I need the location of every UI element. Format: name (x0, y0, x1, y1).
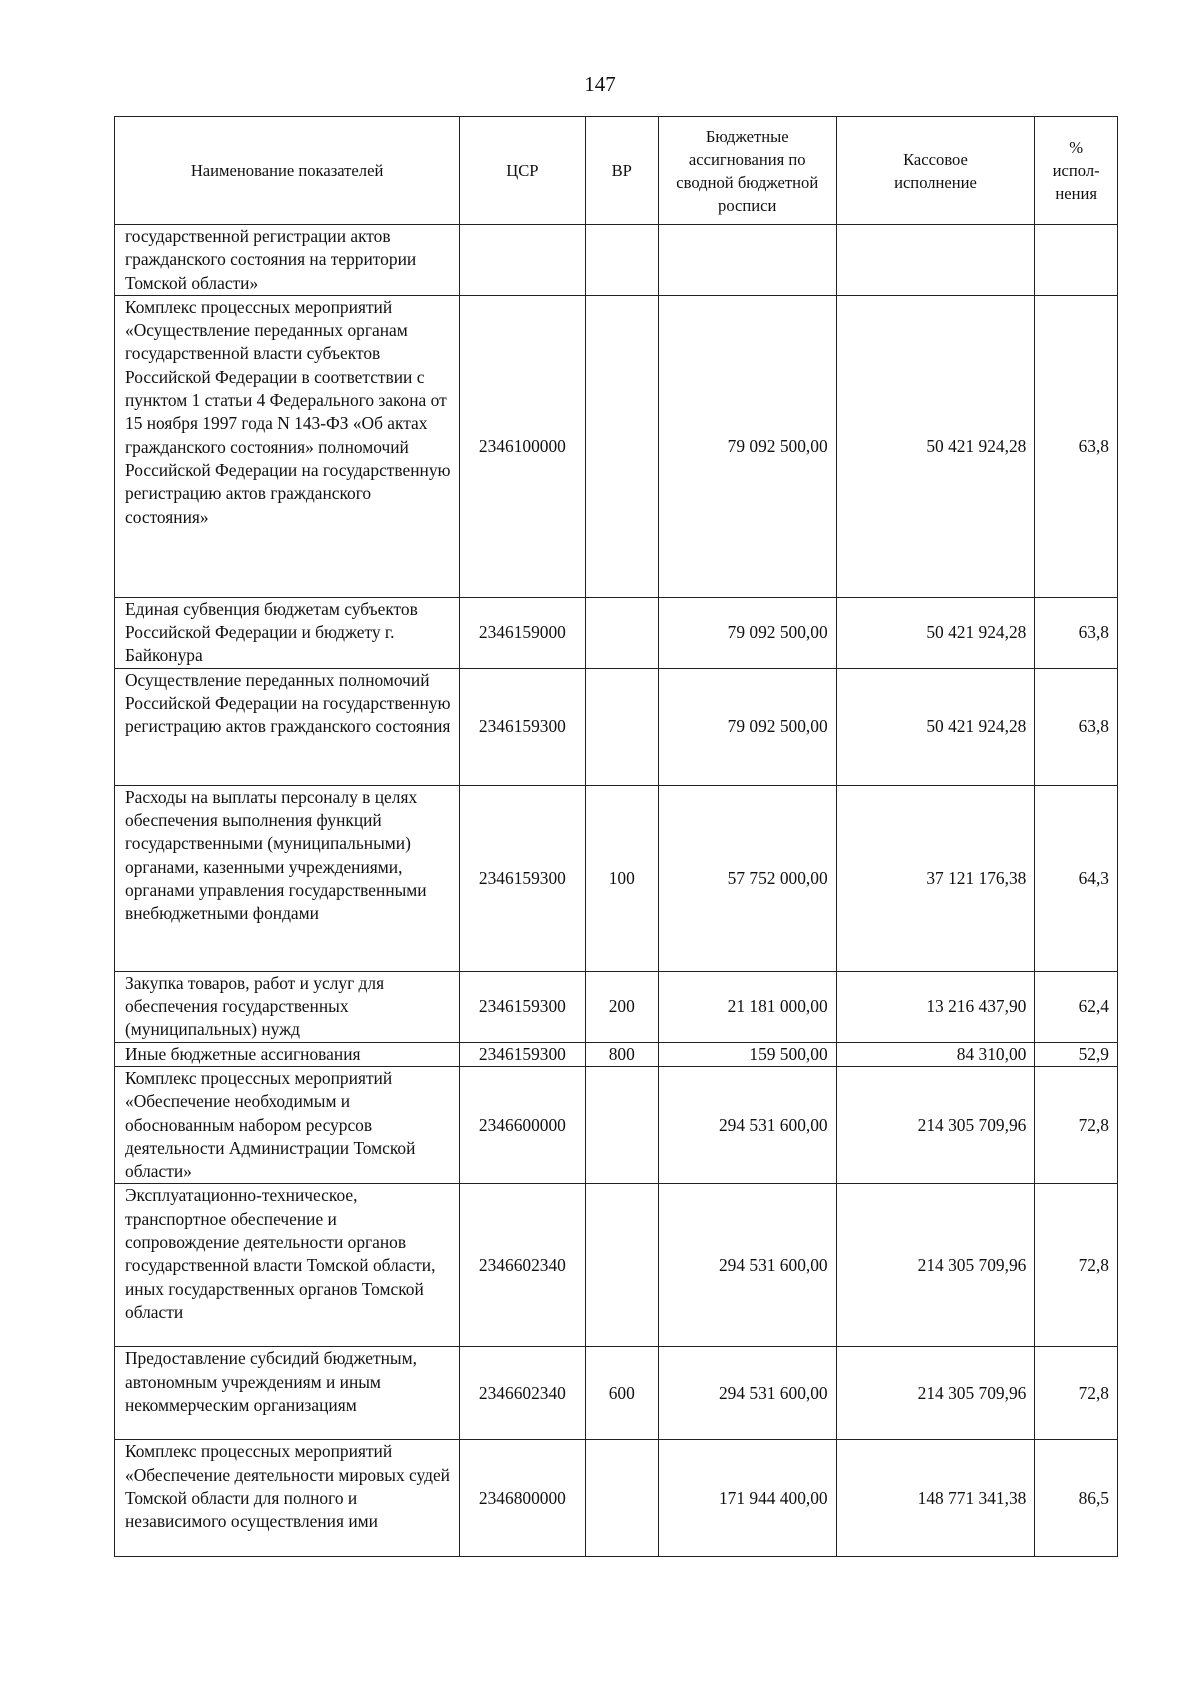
page-number: 147 (584, 72, 616, 96)
row-csr (460, 225, 586, 296)
row-cash: 37 121 176,38 (836, 785, 1035, 971)
row-vr (585, 225, 658, 296)
row-csr: 2346602340 (460, 1184, 586, 1347)
row-name: Комплекс процессных мероприятий «Обеспечение необходимым и обоснованным набором ресурсов деятельности Администрации Томской области» (115, 1066, 460, 1183)
header-csr: ЦСР (460, 117, 586, 225)
row-name: Закупка товаров, работ и услуг для обеспечения государственных (муниципальных) нужд (115, 971, 460, 1042)
table-row (115, 1066, 1118, 1183)
row-cash: 13 216 437,90 (836, 971, 1035, 1042)
row-budget: 294 531 600,00 (658, 1066, 836, 1183)
row-vr: 200 (585, 971, 658, 1042)
row-cash: 50 421 924,28 (836, 597, 1035, 668)
row-pct: 63,8 (1035, 597, 1118, 668)
row-vr: 100 (585, 785, 658, 971)
row-budget: 79 092 500,00 (658, 597, 836, 668)
row-pct: 72,8 (1035, 1347, 1118, 1440)
row-csr: 2346159000 (460, 597, 586, 668)
row-pct: 72,8 (1035, 1184, 1118, 1347)
row-vr (585, 597, 658, 668)
row-budget: 159 500,00 (658, 1042, 836, 1066)
row-vr: 800 (585, 1042, 658, 1066)
row-name: Эксплуатационно-техническое, транспортное обеспечение и сопровождение деятельности органов государственной власти Томской области, иных государственных органов Томской области (115, 1184, 460, 1347)
table-row (115, 225, 1118, 296)
row-name: Комплекс процессных мероприятий «Обеспечение деятельности мировых судей Томской области для полного и независимого осуществления ими (115, 1440, 460, 1557)
table-row (115, 785, 1118, 971)
row-cash: 214 305 709,96 (836, 1347, 1035, 1440)
row-csr: 2346159300 (460, 971, 586, 1042)
row-vr: 600 (585, 1347, 658, 1440)
row-name: Единая субвенция бюджетам субъектов Российской Федерации и бюджету г. Байконура (115, 597, 460, 668)
row-pct: 63,8 (1035, 295, 1118, 597)
row-budget: 57 752 000,00 (658, 785, 836, 971)
row-budget: 171 944 400,00 (658, 1440, 836, 1557)
row-vr (585, 668, 658, 785)
table-row (115, 1347, 1118, 1440)
row-budget: 79 092 500,00 (658, 668, 836, 785)
row-budget (658, 225, 836, 296)
row-name: Расходы на выплаты персоналу в целях обеспечения выполнения функций государственными (муниципальными) органами, казенными учреждениями, органами управления государственными внебюджетными фондами (115, 785, 460, 971)
row-budget: 294 531 600,00 (658, 1347, 836, 1440)
row-csr: 2346159300 (460, 668, 586, 785)
row-name: Предоставление субсидий бюджетным, автономным учреждениям и иным некоммерческим организациям (115, 1347, 460, 1440)
row-name: государственной регистрации актов гражданского состояния на территории Томской области» (115, 225, 460, 296)
row-vr (585, 1184, 658, 1347)
header-name: Наименование показателей (115, 117, 460, 225)
row-pct: 63,8 (1035, 668, 1118, 785)
table-row (115, 1184, 1118, 1347)
row-csr: 2346800000 (460, 1440, 586, 1557)
row-name: Иные бюджетные ассигнования (115, 1042, 460, 1066)
row-csr: 2346100000 (460, 295, 586, 597)
header-vr: ВР (585, 117, 658, 225)
row-budget: 294 531 600,00 (658, 1184, 836, 1347)
table-row (115, 597, 1118, 668)
row-pct: 72,8 (1035, 1066, 1118, 1183)
row-name: Осуществление переданных полномочий Российской Федерации на государственную регистрацию актов гражданского состояния (115, 668, 460, 785)
row-name: Комплекс процессных мероприятий «Осуществление переданных органам государственной власти субъектов Российской Федерации в соответствии с пунктом 1 статьи 4 Федерального закона от 15 ноября 1997 года N 143-ФЗ «Об актах гражданского состояния» полномочий Российской Федерации на государственную регистрацию актов гражданского состояния» (115, 295, 460, 597)
row-cash: 148 771 341,38 (836, 1440, 1035, 1557)
table-header (115, 117, 1118, 225)
row-csr: 2346602340 (460, 1347, 586, 1440)
row-budget: 21 181 000,00 (658, 971, 836, 1042)
row-csr: 2346159300 (460, 1042, 586, 1066)
row-cash: 214 305 709,96 (836, 1184, 1035, 1347)
row-csr: 2346600000 (460, 1066, 586, 1183)
row-cash: 50 421 924,28 (836, 668, 1035, 785)
table-row (115, 1042, 1118, 1066)
row-cash: 50 421 924,28 (836, 295, 1035, 597)
row-pct (1035, 225, 1118, 296)
header-budget: Бюджетные ассигнования по сводной бюджетной росписи (658, 117, 836, 225)
row-vr (585, 1440, 658, 1557)
table-row (115, 971, 1118, 1042)
row-cash: 214 305 709,96 (836, 1066, 1035, 1183)
table-row (115, 295, 1118, 597)
table-row (115, 668, 1118, 785)
row-csr: 2346159300 (460, 785, 586, 971)
header-pct: % испол-нения (1035, 117, 1118, 225)
budget-table (114, 116, 1118, 1557)
row-pct: 62,4 (1035, 971, 1118, 1042)
row-cash: 84 310,00 (836, 1042, 1035, 1066)
row-cash (836, 225, 1035, 296)
header-cash: Кассовое исполнение (836, 117, 1035, 225)
table-row (115, 1440, 1118, 1557)
row-vr (585, 295, 658, 597)
row-pct: 64,3 (1035, 785, 1118, 971)
row-vr (585, 1066, 658, 1183)
row-pct: 52,9 (1035, 1042, 1118, 1066)
row-budget: 79 092 500,00 (658, 295, 836, 597)
row-pct: 86,5 (1035, 1440, 1118, 1557)
